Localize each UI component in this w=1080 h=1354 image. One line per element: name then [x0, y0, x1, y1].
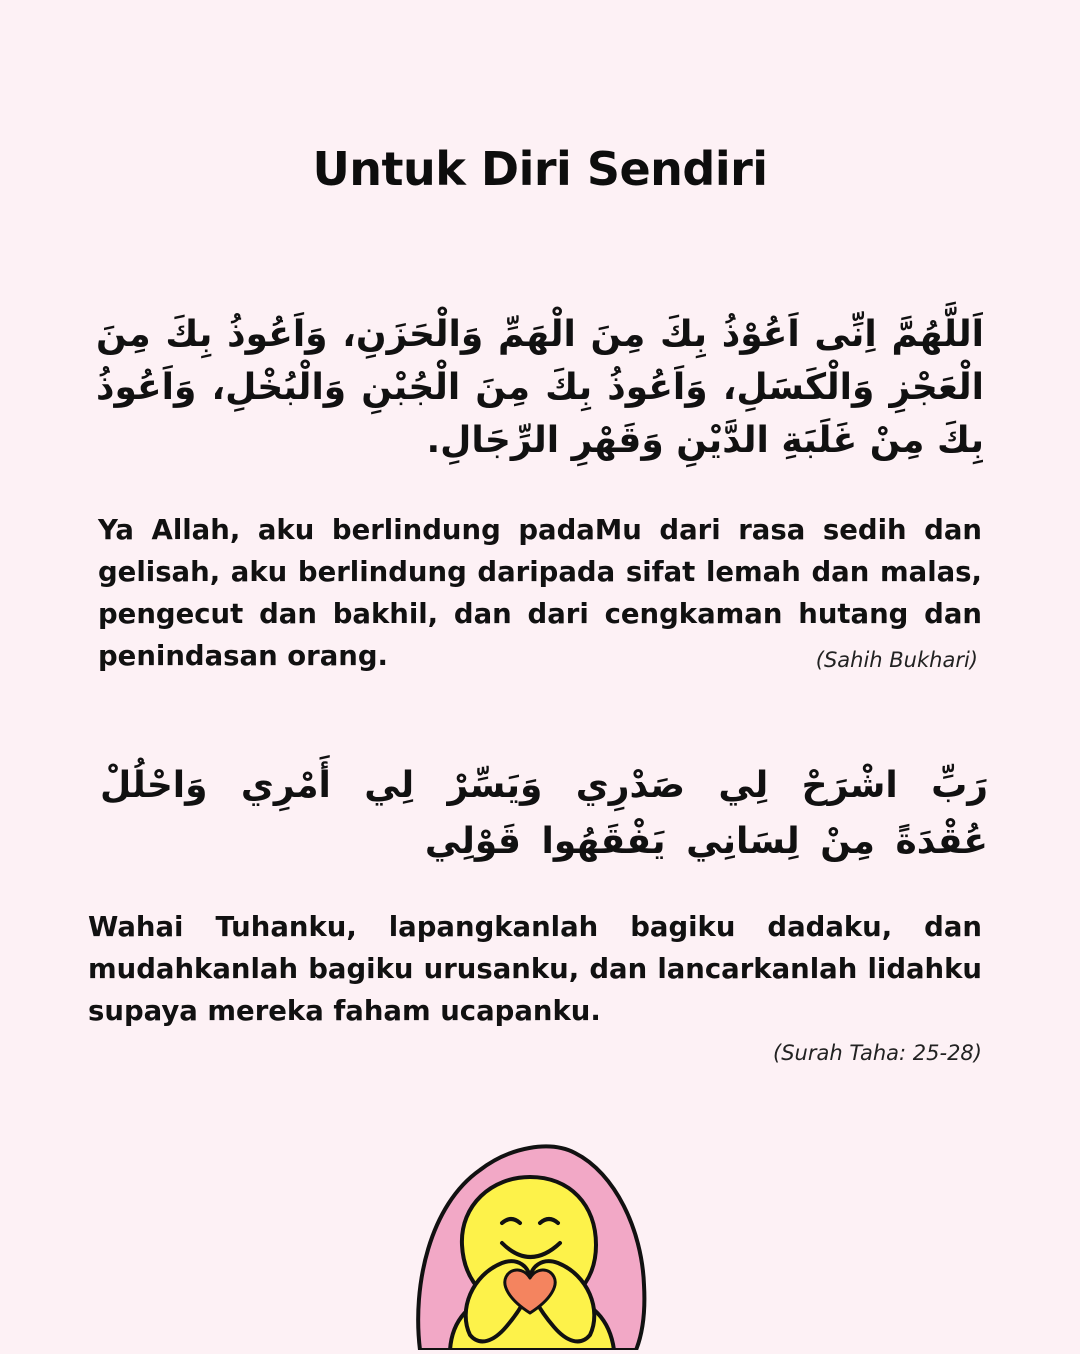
- dua-2-arabic-text: رَبِّ اشْرَحْ لِي صَدْرِي وَيَسِّرْ لِي أَمْرِي وَاحْلُلْ عُقْدَةً مِنْ لِسَانِي يَفْقَهُوا قَوْلِي: [100, 765, 988, 862]
- hijab-girl-heart-hands-icon: [410, 1135, 650, 1350]
- dua-2-translation: Wahai Tuhanku, lapangkanlah bagiku dadaku, dan mudahkanlah bagiku urusanku, dan lancarkanlah lidahku supaya mereka faham ucapanku.: [88, 911, 982, 1027]
- dua-1-arabic-text: اَللَّهُمَّ اِنِّى اَعُوْذُ بِكَ مِنَ الْهَمِّ وَالْحَزَنِ، وَاَعُوذُ بِكَ مِنَ الْعَجْزِ وَالْكَسَلِ، وَاَعُوذُ بِكَ مِنَ الْجُبْنِ وَالْبُخْلِ، وَاَعُوذُ بِكَ مِنْ غَلَبَةِ الدَّيْنِ وَقَهْرِ الرِّجَالِ.: [96, 314, 984, 461]
- dua-1-source: (Sahih Bukhari): [815, 648, 978, 672]
- dua-2-source: (Surah Taha: 25-28): [773, 1041, 982, 1065]
- dua-1-translation: Ya Allah, aku berlindung padaMu dari rasa sedih dan gelisah, aku berlindung daripada sifat lemah dan malas, pengecut dan bakhil, dan dari cengkaman hutang dan penindasan orang.: [98, 514, 982, 672]
- page-title: Untuk Diri Sendiri: [312, 142, 768, 196]
